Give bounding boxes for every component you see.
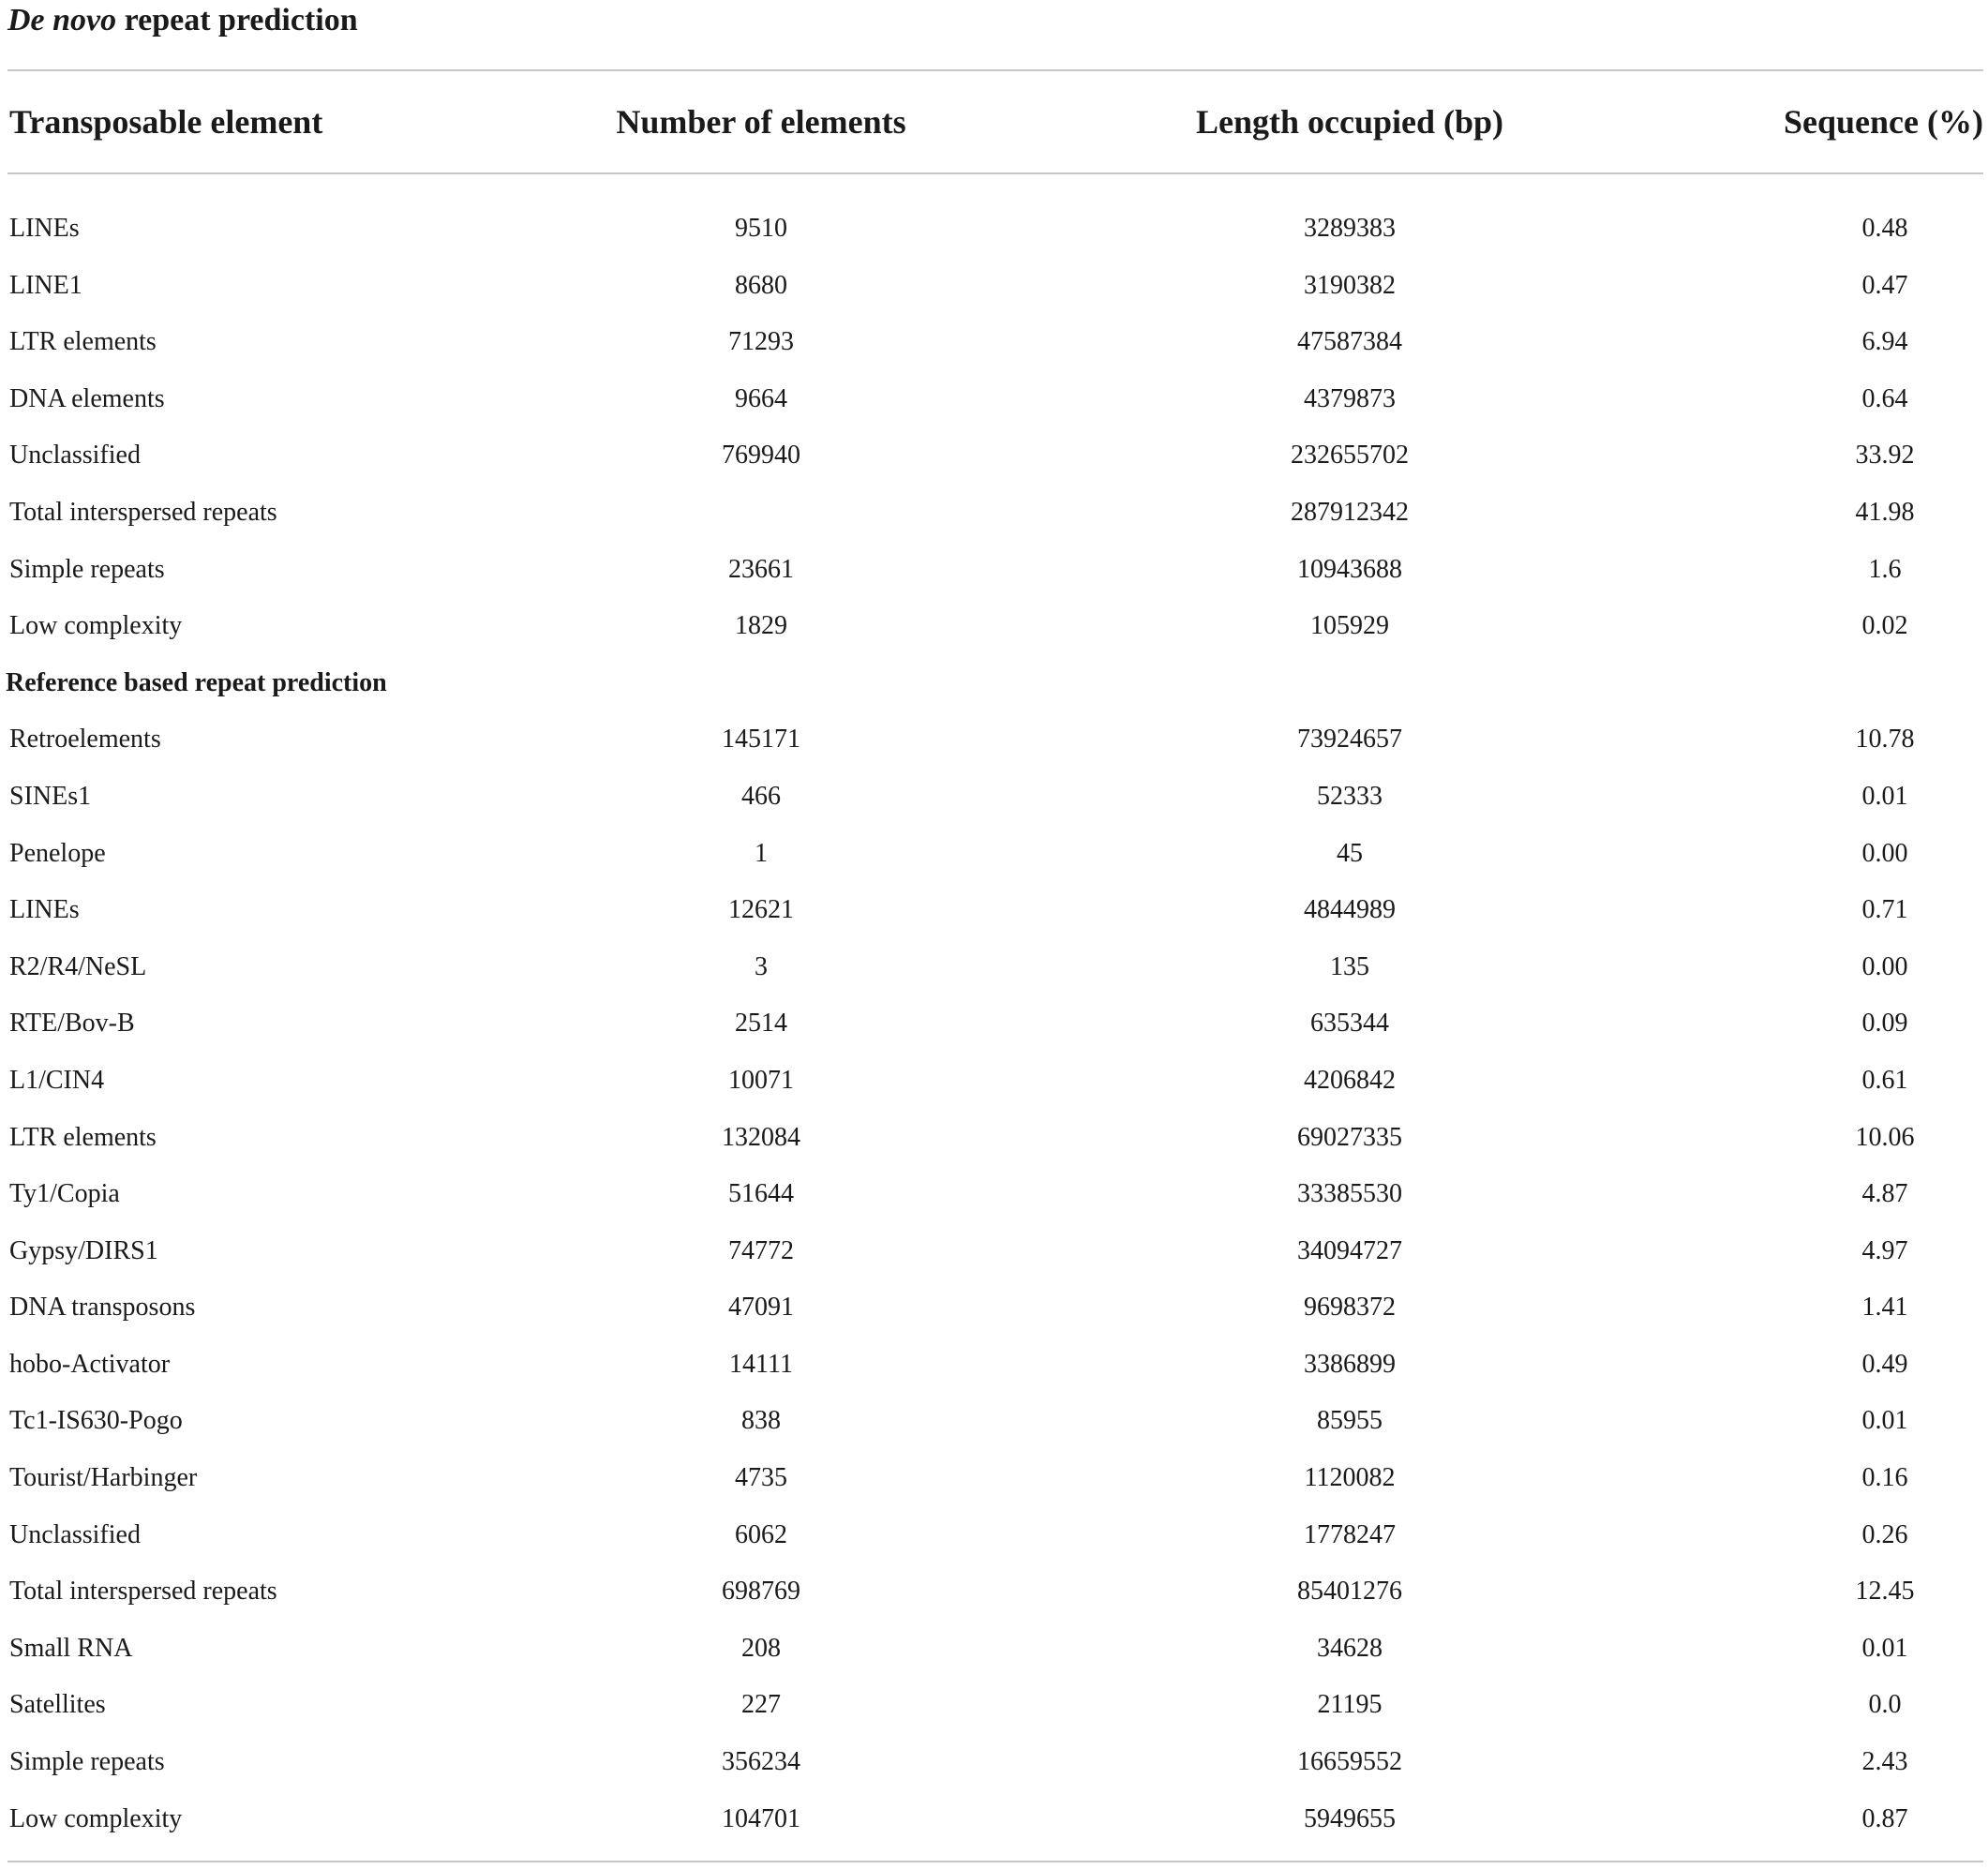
cell-length: 5949655 — [1304, 1803, 1396, 1833]
cell-count: 104701 — [722, 1803, 800, 1833]
cell-percent: 0.47 — [1861, 270, 1908, 300]
cell-element: Small RNA — [9, 1633, 133, 1663]
cell-percent: 0.01 — [1861, 781, 1908, 811]
cell-element: Tc1-IS630-Pogo — [9, 1406, 183, 1436]
cell-count: 12621 — [728, 895, 794, 925]
cell-element: SINEs1 — [9, 781, 92, 811]
header-sequence-percent: Sequence (%) — [1784, 103, 1983, 141]
cell-count: 6062 — [735, 1519, 787, 1549]
cell-percent: 10.06 — [1855, 1122, 1915, 1152]
cell-percent: 0.71 — [1861, 895, 1908, 925]
table-title-italic: De novo — [7, 3, 117, 37]
table-row — [0, 711, 1988, 769]
cell-percent: 0.09 — [1861, 1009, 1908, 1039]
cell-length: 3190382 — [1304, 270, 1396, 300]
table-row — [0, 371, 1988, 428]
cell-length: 21195 — [1317, 1690, 1383, 1720]
cell-percent: 0.26 — [1861, 1519, 1908, 1549]
header-number-of-elements: Number of elements — [616, 103, 906, 141]
table-row — [0, 598, 1988, 655]
cell-percent: 0.01 — [1861, 1633, 1908, 1663]
cell-length: 47587384 — [1297, 327, 1402, 357]
cell-count: 8680 — [735, 270, 787, 300]
cell-length: 85401276 — [1297, 1577, 1402, 1607]
cell-length: 4206842 — [1304, 1065, 1396, 1095]
table-row — [0, 427, 1988, 485]
cell-length: 34628 — [1317, 1633, 1383, 1663]
cell-length: 105929 — [1310, 611, 1389, 641]
cell-element: Low complexity — [9, 611, 183, 641]
cell-count: 3 — [755, 951, 768, 981]
table-row — [0, 542, 1988, 599]
table-row — [0, 485, 1988, 542]
cell-length: 52333 — [1317, 781, 1383, 811]
cell-length: 34094727 — [1297, 1235, 1402, 1265]
table-row — [0, 769, 1988, 826]
cell-count: 9664 — [735, 383, 787, 413]
cell-count: 1 — [755, 838, 768, 868]
cell-count: 466 — [741, 781, 781, 811]
cell-length: 10943688 — [1297, 554, 1402, 584]
cell-count: 23661 — [728, 554, 794, 584]
cell-count: 51644 — [728, 1179, 794, 1209]
cell-percent: 0.48 — [1861, 214, 1908, 243]
cell-count: 4735 — [735, 1463, 787, 1493]
cell-element: Simple repeats — [9, 554, 165, 584]
cell-count: 14111 — [729, 1349, 793, 1379]
cell-count: 356234 — [722, 1747, 800, 1777]
cell-length: 1120082 — [1304, 1463, 1396, 1493]
cell-percent: 4.97 — [1861, 1235, 1908, 1265]
table-row — [0, 1053, 1988, 1110]
table-row — [0, 1734, 1988, 1791]
cell-percent: 41.98 — [1855, 497, 1915, 527]
cell-element: Retroelements — [9, 725, 161, 755]
table-row — [0, 1791, 1988, 1848]
cell-length: 45 — [1337, 838, 1363, 868]
cell-percent: 6.94 — [1861, 327, 1908, 357]
cell-element: LTR elements — [9, 1122, 157, 1152]
table-row — [0, 826, 1988, 883]
cell-percent: 0.49 — [1861, 1349, 1908, 1379]
cell-count: 74772 — [728, 1235, 794, 1265]
table-row — [0, 1337, 1988, 1394]
cell-count: 698769 — [722, 1577, 800, 1607]
cell-element: LINEs — [9, 214, 80, 243]
table-row — [0, 314, 1988, 371]
cell-length: 1778247 — [1304, 1519, 1396, 1549]
table-row — [0, 1677, 1988, 1734]
section-heading: Reference based repeat prediction — [6, 667, 387, 697]
cell-percent: 0.87 — [1861, 1803, 1908, 1833]
cell-element: Ty1/Copia — [9, 1179, 120, 1209]
cell-length: 4844989 — [1304, 895, 1396, 925]
cell-count: 132084 — [722, 1122, 800, 1152]
cell-percent: 33.92 — [1855, 441, 1915, 471]
table-body — [0, 201, 1988, 1847]
cell-length: 4379873 — [1304, 383, 1396, 413]
cell-length: 635344 — [1310, 1009, 1389, 1039]
cell-percent: 0.64 — [1861, 383, 1908, 413]
cell-count: 769940 — [722, 441, 800, 471]
cell-percent: 0.61 — [1861, 1065, 1908, 1095]
cell-percent: 0.00 — [1861, 951, 1908, 981]
cell-element: LTR elements — [9, 327, 157, 357]
table-row — [0, 258, 1988, 315]
cell-count: 145171 — [722, 725, 800, 755]
header-transposable-element: Transposable element — [9, 103, 323, 141]
table-title — [7, 0, 358, 41]
table-row — [0, 1223, 1988, 1280]
table-row — [0, 1450, 1988, 1507]
cell-element: R2/R4/NeSL — [9, 951, 147, 981]
table-row — [0, 1166, 1988, 1223]
cell-count: 1829 — [735, 611, 787, 641]
cell-element: LINEs — [9, 895, 80, 925]
table-row — [0, 1621, 1988, 1678]
bottom-rule — [7, 1861, 1983, 1862]
cell-count: 838 — [741, 1406, 781, 1436]
cell-length: 3289383 — [1304, 214, 1396, 243]
cell-length: 85955 — [1317, 1406, 1383, 1436]
section-heading-row — [0, 655, 1988, 712]
cell-element: Satellites — [9, 1690, 106, 1720]
cell-percent: 1.6 — [1868, 554, 1902, 584]
cell-length: 69027335 — [1297, 1122, 1402, 1152]
cell-count: 2514 — [735, 1009, 787, 1039]
table-title-rest: repeat prediction — [116, 3, 358, 37]
cell-count: 208 — [741, 1633, 781, 1663]
cell-element: L1/CIN4 — [9, 1065, 105, 1095]
cell-length: 135 — [1330, 951, 1369, 981]
table-row — [0, 939, 1988, 996]
cell-length: 16659552 — [1297, 1747, 1402, 1777]
header-length-occupied: Length occupied (bp) — [1195, 103, 1504, 141]
cell-length: 287912342 — [1291, 497, 1409, 527]
cell-element: hobo-Activator — [9, 1349, 171, 1379]
cell-element: DNA transposons — [9, 1293, 196, 1323]
cell-length: 73924657 — [1297, 725, 1402, 755]
cell-percent: 12.45 — [1855, 1577, 1915, 1607]
cell-element: Gypsy/DIRS1 — [9, 1235, 158, 1265]
cell-count: 10071 — [728, 1065, 794, 1095]
table-row — [0, 1279, 1988, 1337]
cell-percent: 0.01 — [1861, 1406, 1908, 1436]
cell-element: Low complexity — [9, 1803, 183, 1833]
cell-element: Penelope — [9, 838, 106, 868]
table-row — [0, 1563, 1988, 1621]
cell-count: 47091 — [728, 1293, 794, 1323]
table-row — [0, 1110, 1988, 1167]
cell-element: Unclassified — [9, 441, 141, 471]
table-row — [0, 1507, 1988, 1564]
cell-element: DNA elements — [9, 383, 165, 413]
cell-count: 227 — [741, 1690, 781, 1720]
cell-element: Simple repeats — [9, 1747, 165, 1777]
cell-element: LINE1 — [9, 270, 82, 300]
cell-count: 9510 — [735, 214, 787, 243]
cell-percent: 4.87 — [1861, 1179, 1908, 1209]
cell-length: 9698372 — [1304, 1293, 1396, 1323]
table-row — [0, 201, 1988, 258]
cell-percent: 0.00 — [1861, 838, 1908, 868]
header-rule — [7, 172, 1983, 174]
table-row — [0, 995, 1988, 1053]
table-row — [0, 1393, 1988, 1450]
cell-count: 71293 — [728, 327, 794, 357]
cell-percent: 0.0 — [1868, 1690, 1902, 1720]
cell-percent: 1.41 — [1861, 1293, 1908, 1323]
cell-percent: 0.02 — [1861, 611, 1908, 641]
cell-element: Total interspersed repeats — [9, 497, 277, 527]
table-row — [0, 882, 1988, 939]
top-rule — [7, 69, 1983, 71]
cell-length: 33385530 — [1297, 1179, 1402, 1209]
cell-element: Total interspersed repeats — [9, 1577, 277, 1607]
cell-percent: 0.16 — [1861, 1463, 1908, 1493]
cell-length: 232655702 — [1291, 441, 1409, 471]
cell-element: RTE/Bov-B — [9, 1009, 135, 1039]
cell-element: Tourist/Harbinger — [9, 1463, 198, 1493]
cell-element: Unclassified — [9, 1519, 141, 1549]
cell-percent: 2.43 — [1861, 1747, 1908, 1777]
cell-length: 3386899 — [1304, 1349, 1396, 1379]
cell-percent: 10.78 — [1855, 725, 1915, 755]
